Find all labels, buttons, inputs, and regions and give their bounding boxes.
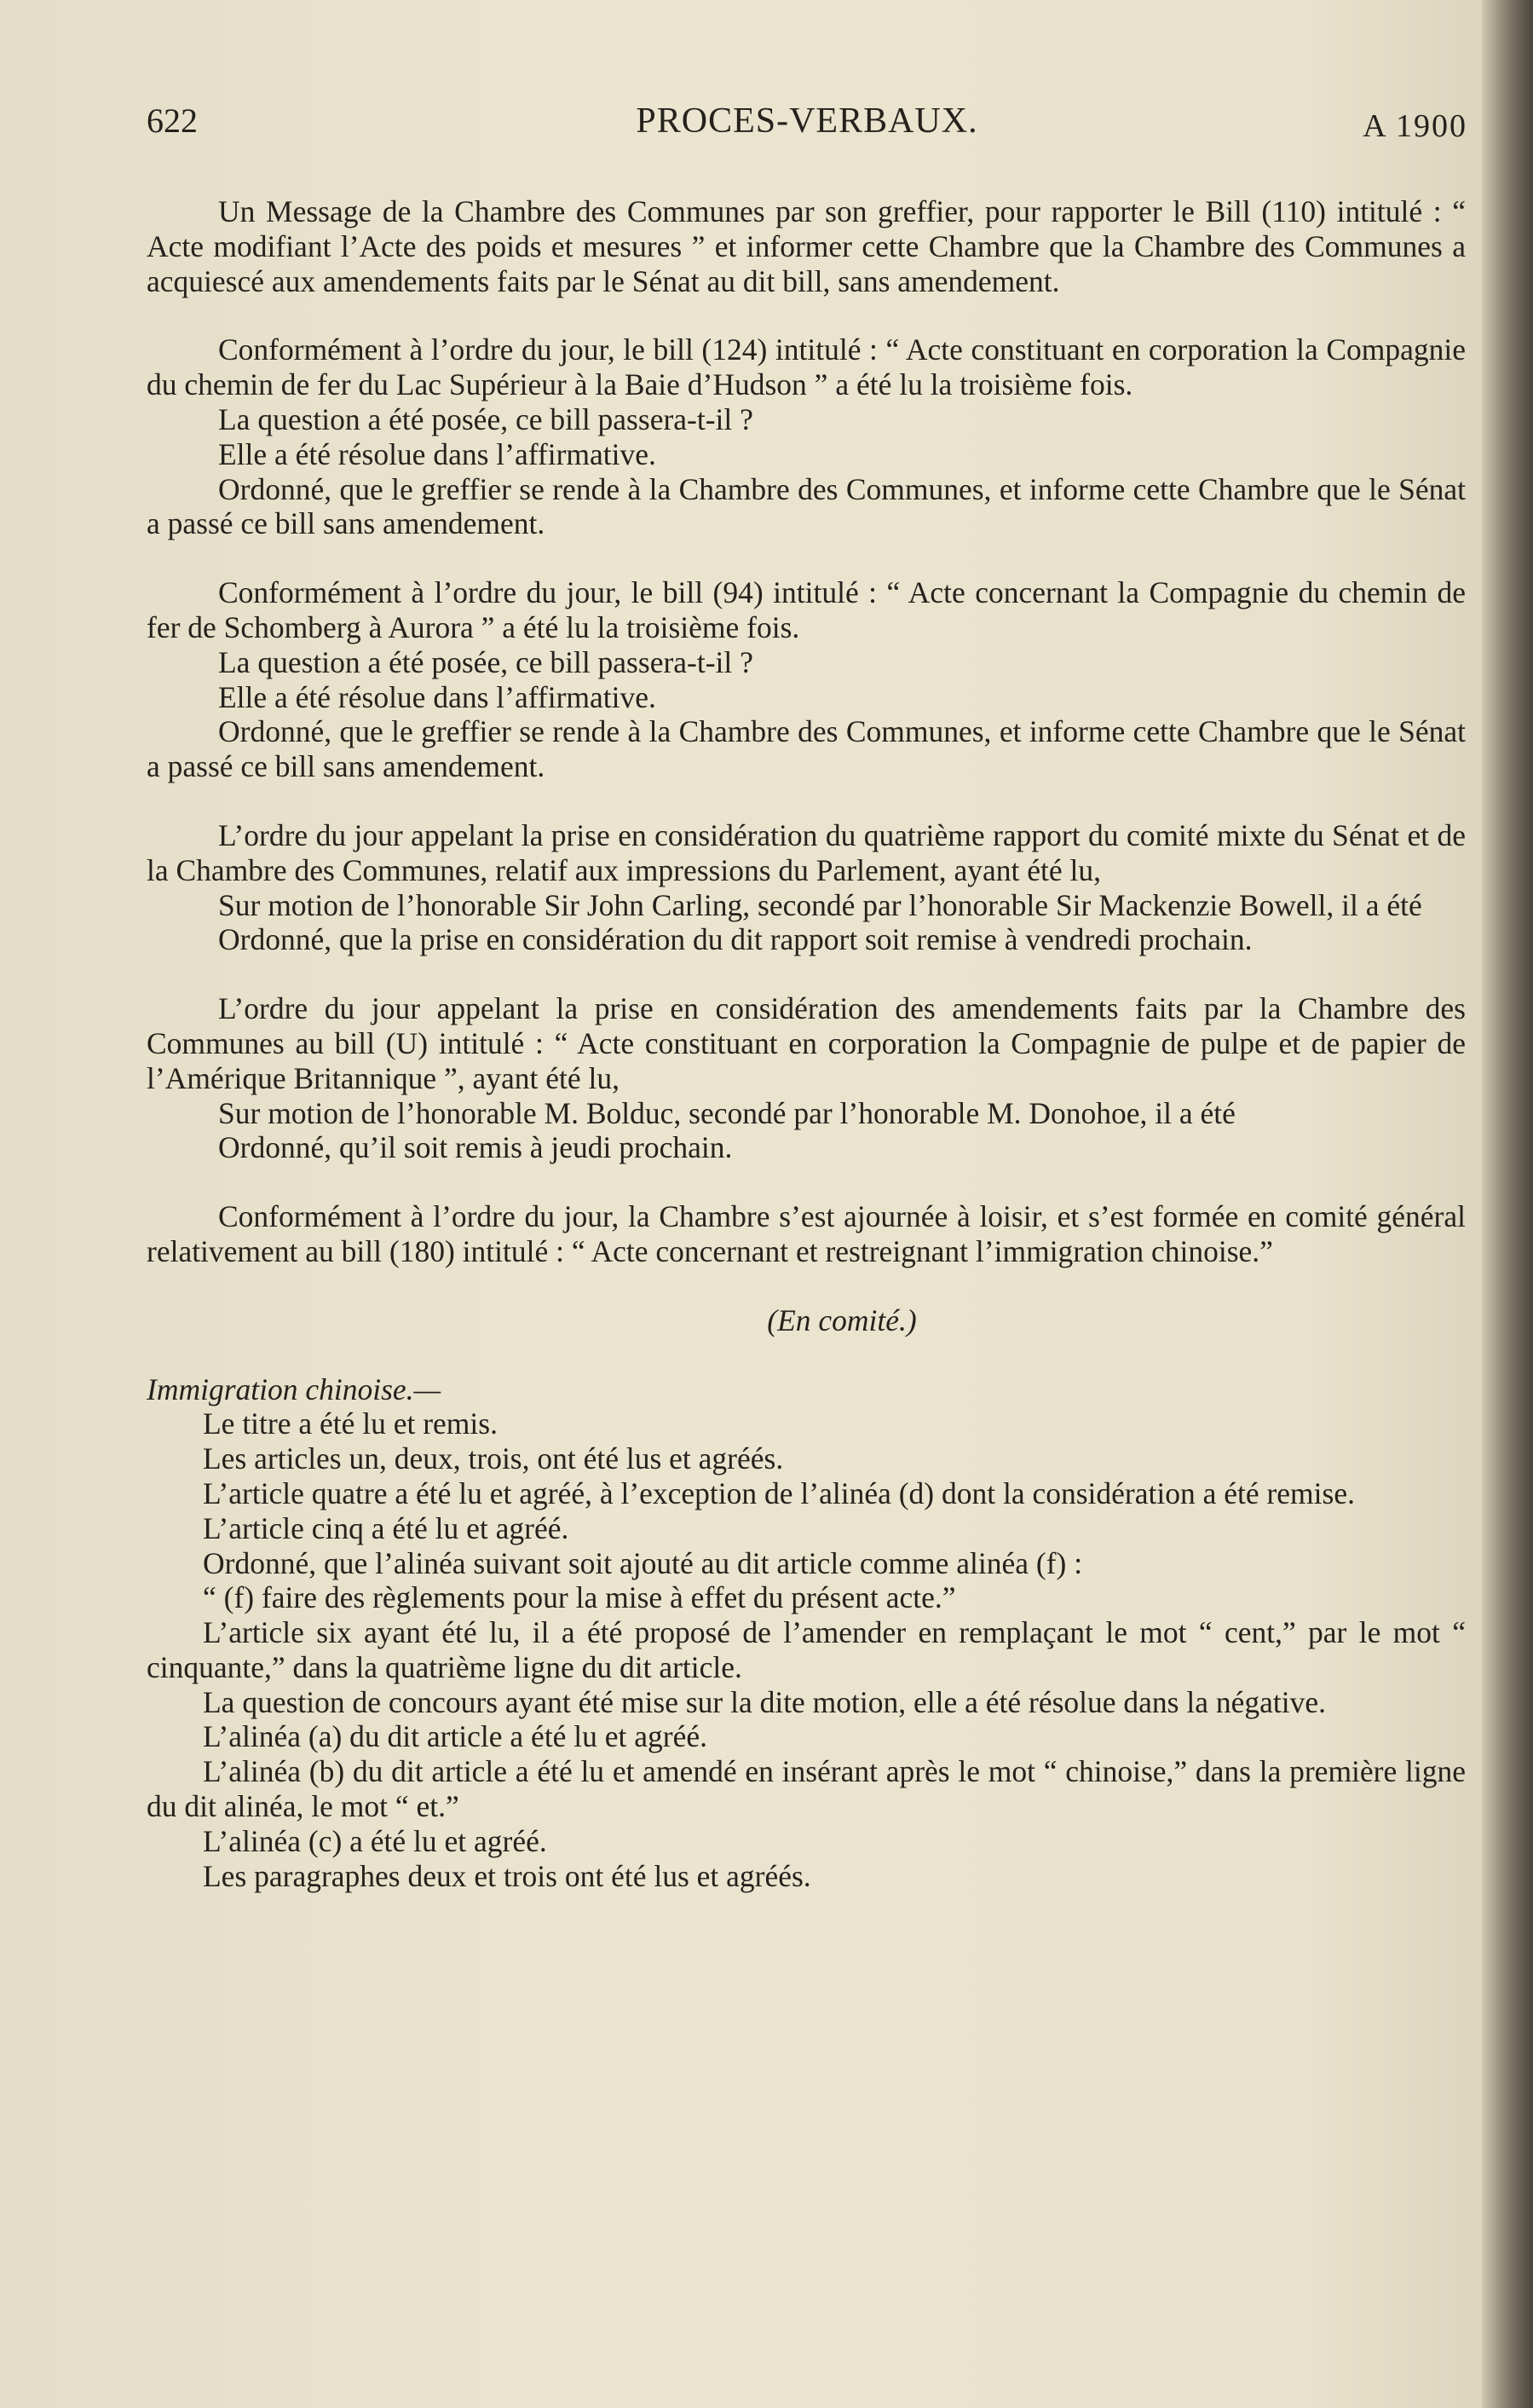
paragraph: Conformément à l’ordre du jour, la Chambre s’est ajournée à loisir, et s’est formée en comité général relativement au bill (180) intitulé : “ Acte concernant et restreignant l’immigration chinoise.” (147, 1199, 1466, 1268)
paragraph: Conformément à l’ordre du jour, le bill (124) intitulé : “ Acte constituant en corporation la Compagnie du chemin de fer du Lac Supérieur à la Baie d’Hudson ” a été lu la troisième fois. (147, 332, 1466, 402)
paragraph: Ordonné, que la prise en considération du dit rapport soit remise à vendredi prochain. (218, 922, 1253, 957)
committee-heading: (En comité.) (767, 1302, 917, 1337)
committee-paragraph: L’alinéa (c) a été lu et agréé. (203, 1823, 547, 1858)
paragraph: La question a été posée, ce bill passera-t-il ? (218, 644, 753, 679)
committee-paragraph: L’article cinq a été lu et agréé. (203, 1510, 569, 1545)
paragraph: L’ordre du jour appelant la prise en considération des amendements faits par la Chambre des Communes au bill (U) intitulé : “ Acte constituant en corporation la Compagnie de pulpe et de papier de l’Amérique Britannique ”, ayant été lu, (147, 991, 1466, 1095)
page-body (147, 194, 1466, 1893)
page-number: 622 (147, 101, 198, 140)
committee-paragraph: Le titre a été lu et remis. (203, 1406, 498, 1441)
running-header (147, 101, 1467, 152)
paragraph: La question a été posée, ce bill passera-t-il ? (218, 401, 753, 436)
session-year: A 1900 (1363, 108, 1467, 144)
paragraph: Conformément à l’ordre du jour, le bill (94) intitulé : “ Acte concernant la Compagnie du chemin de fer de Schomberg à Aurora ” a été lu la troisième fois. (147, 575, 1466, 644)
paragraph: L’ordre du jour appelant la prise en considération du quatrième rapport du comité mixte du Sénat et de la Chambre des Communes, relatif aux impressions du Parlement, ayant été lu, (147, 817, 1466, 887)
committee-paragraph: L’article quatre a été lu et agréé, à l’exception de l’alinéa (d) dont la considération a été remise. (203, 1475, 1355, 1510)
committee-paragraph: Les paragraphes deux et trois ont été lus et agréés. (203, 1858, 811, 1893)
committee-paragraph: La question de concours ayant été mise sur la dite motion, elle a été résolue dans la négative. (203, 1684, 1326, 1719)
committee-paragraph: L’article six ayant été lu, il a été proposé de l’amender en remplaçant le mot “ cent,” par le mot “ cinquante,” dans la quatrième ligne du dit article. (147, 1615, 1466, 1684)
page-title: PROCES-VERBAUX. (636, 101, 978, 141)
paragraph: Sur motion de l’honorable M. Bolduc, secondé par l’honorable M. Donohoe, il a été (218, 1095, 1236, 1130)
paragraph: Un Message de la Chambre des Communes par son greffier, pour rapporter le Bill (110) intitulé : “ Acte modifiant l’Acte des poids et mesures ” et informer cette Chambre que la Chambre des Communes a acquiescé aux amendements faits par le Sénat au dit bill, sans amendement. (147, 194, 1466, 298)
book-spine-shadow (1482, 0, 1533, 2408)
paragraph: Elle a été résolue dans l’affirmative. (218, 679, 656, 714)
committee-paragraph: Les articles un, deux, trois, ont été lus et agréés. (203, 1441, 784, 1476)
committee-paragraph: L’alinéa (a) du dit article a été lu et agréé. (203, 1719, 708, 1754)
committee-paragraph: Ordonné, que l’alinéa suivant soit ajouté au dit article comme alinéa (f) : (203, 1545, 1083, 1580)
paragraph: Elle a été résolue dans l’affirmative. (218, 436, 656, 471)
paragraph: Ordonné, que le greffier se rende à la Chambre des Communes, et informe cette Chambre que le Sénat a passé ce bill sans amendement. (147, 471, 1466, 541)
section-title: Immigration chinoise.— (147, 1371, 441, 1406)
committee-paragraph: L’alinéa (b) du dit article a été lu et amendé en insérant après le mot “ chinoise,” dans la première ligne du dit alinéa, le mot “ et.” (147, 1754, 1466, 1824)
paragraph: Sur motion de l’honorable Sir John Carling, secondé par l’honorable Sir Mackenzie Bowell, il a été (218, 887, 1422, 922)
committee-paragraph: “ (f) faire des règlements pour la mise à effet du présent acte.” (203, 1580, 956, 1615)
paragraph: Ordonné, qu’il soit remis à jeudi prochain. (218, 1130, 733, 1165)
paragraph: Ordonné, que le greffier se rende à la Chambre des Communes, et informe cette Chambre que le Sénat a passé ce bill sans amendement. (147, 714, 1466, 784)
